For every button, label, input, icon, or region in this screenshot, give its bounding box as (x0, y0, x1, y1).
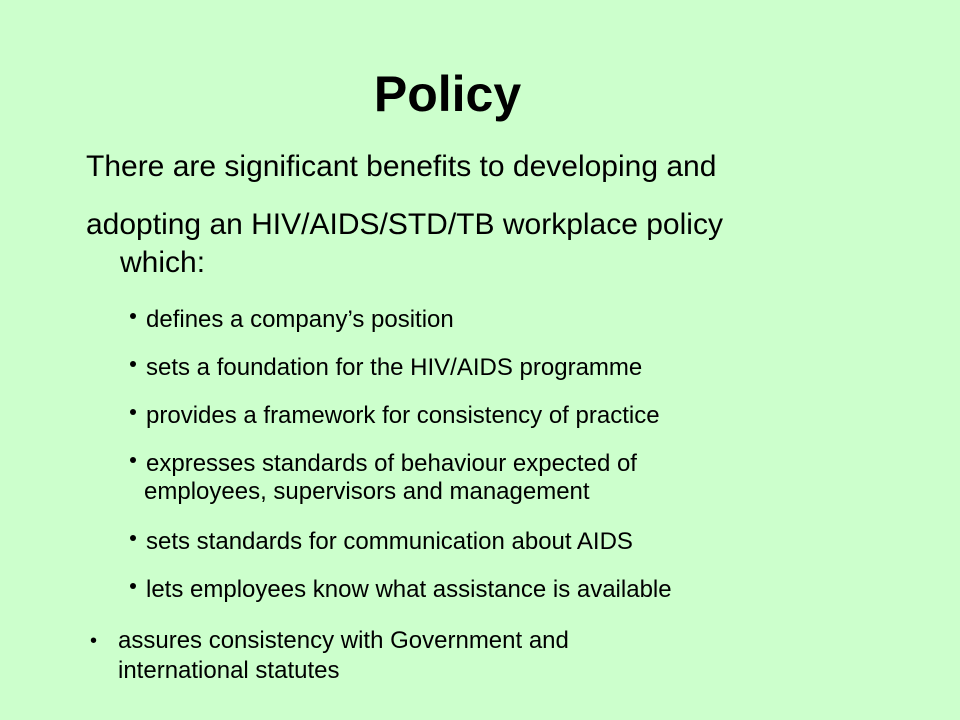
bullet-icon (130, 457, 136, 463)
list-item (130, 354, 642, 382)
list-item (130, 306, 454, 334)
list-item (130, 528, 633, 556)
list-item (90, 626, 818, 686)
main-bullet-list (90, 626, 818, 686)
intro-line-1: There are significant benefits to developing and (86, 150, 717, 183)
list-item (130, 576, 672, 604)
intro-line-3: which: (120, 246, 206, 279)
list-item-text: expresses standards of behaviour expected of (146, 450, 637, 477)
list-item-text: provides a framework for consistency of practice (146, 402, 660, 429)
bullet-icon (130, 409, 136, 415)
list-item-line-1: assures consistency with Government and (118, 627, 569, 654)
list-item-text: lets employees know what assistance is available (146, 576, 672, 603)
list-item-continuation: employees, supervisors and management (144, 478, 590, 505)
list-item-text: defines a company’s position (146, 306, 454, 333)
bullet-icon (130, 361, 136, 367)
list-item-text (90, 626, 818, 686)
bullet-icon: • (90, 630, 98, 652)
bullet-icon (130, 535, 136, 541)
list-item (130, 402, 660, 430)
intro-line-2: adopting an HIV/AIDS/STD/TB workplace policy (86, 208, 723, 241)
list-item-line-2: international statutes (118, 657, 340, 684)
list-item (130, 450, 637, 506)
list-item-text: sets a foundation for the HIV/AIDS programme (146, 354, 643, 381)
list-item-text: sets standards for communication about AIDS (146, 528, 633, 555)
bullet-icon (130, 583, 136, 589)
bullet-icon (130, 313, 136, 319)
slide-title: Policy (373, 66, 522, 122)
